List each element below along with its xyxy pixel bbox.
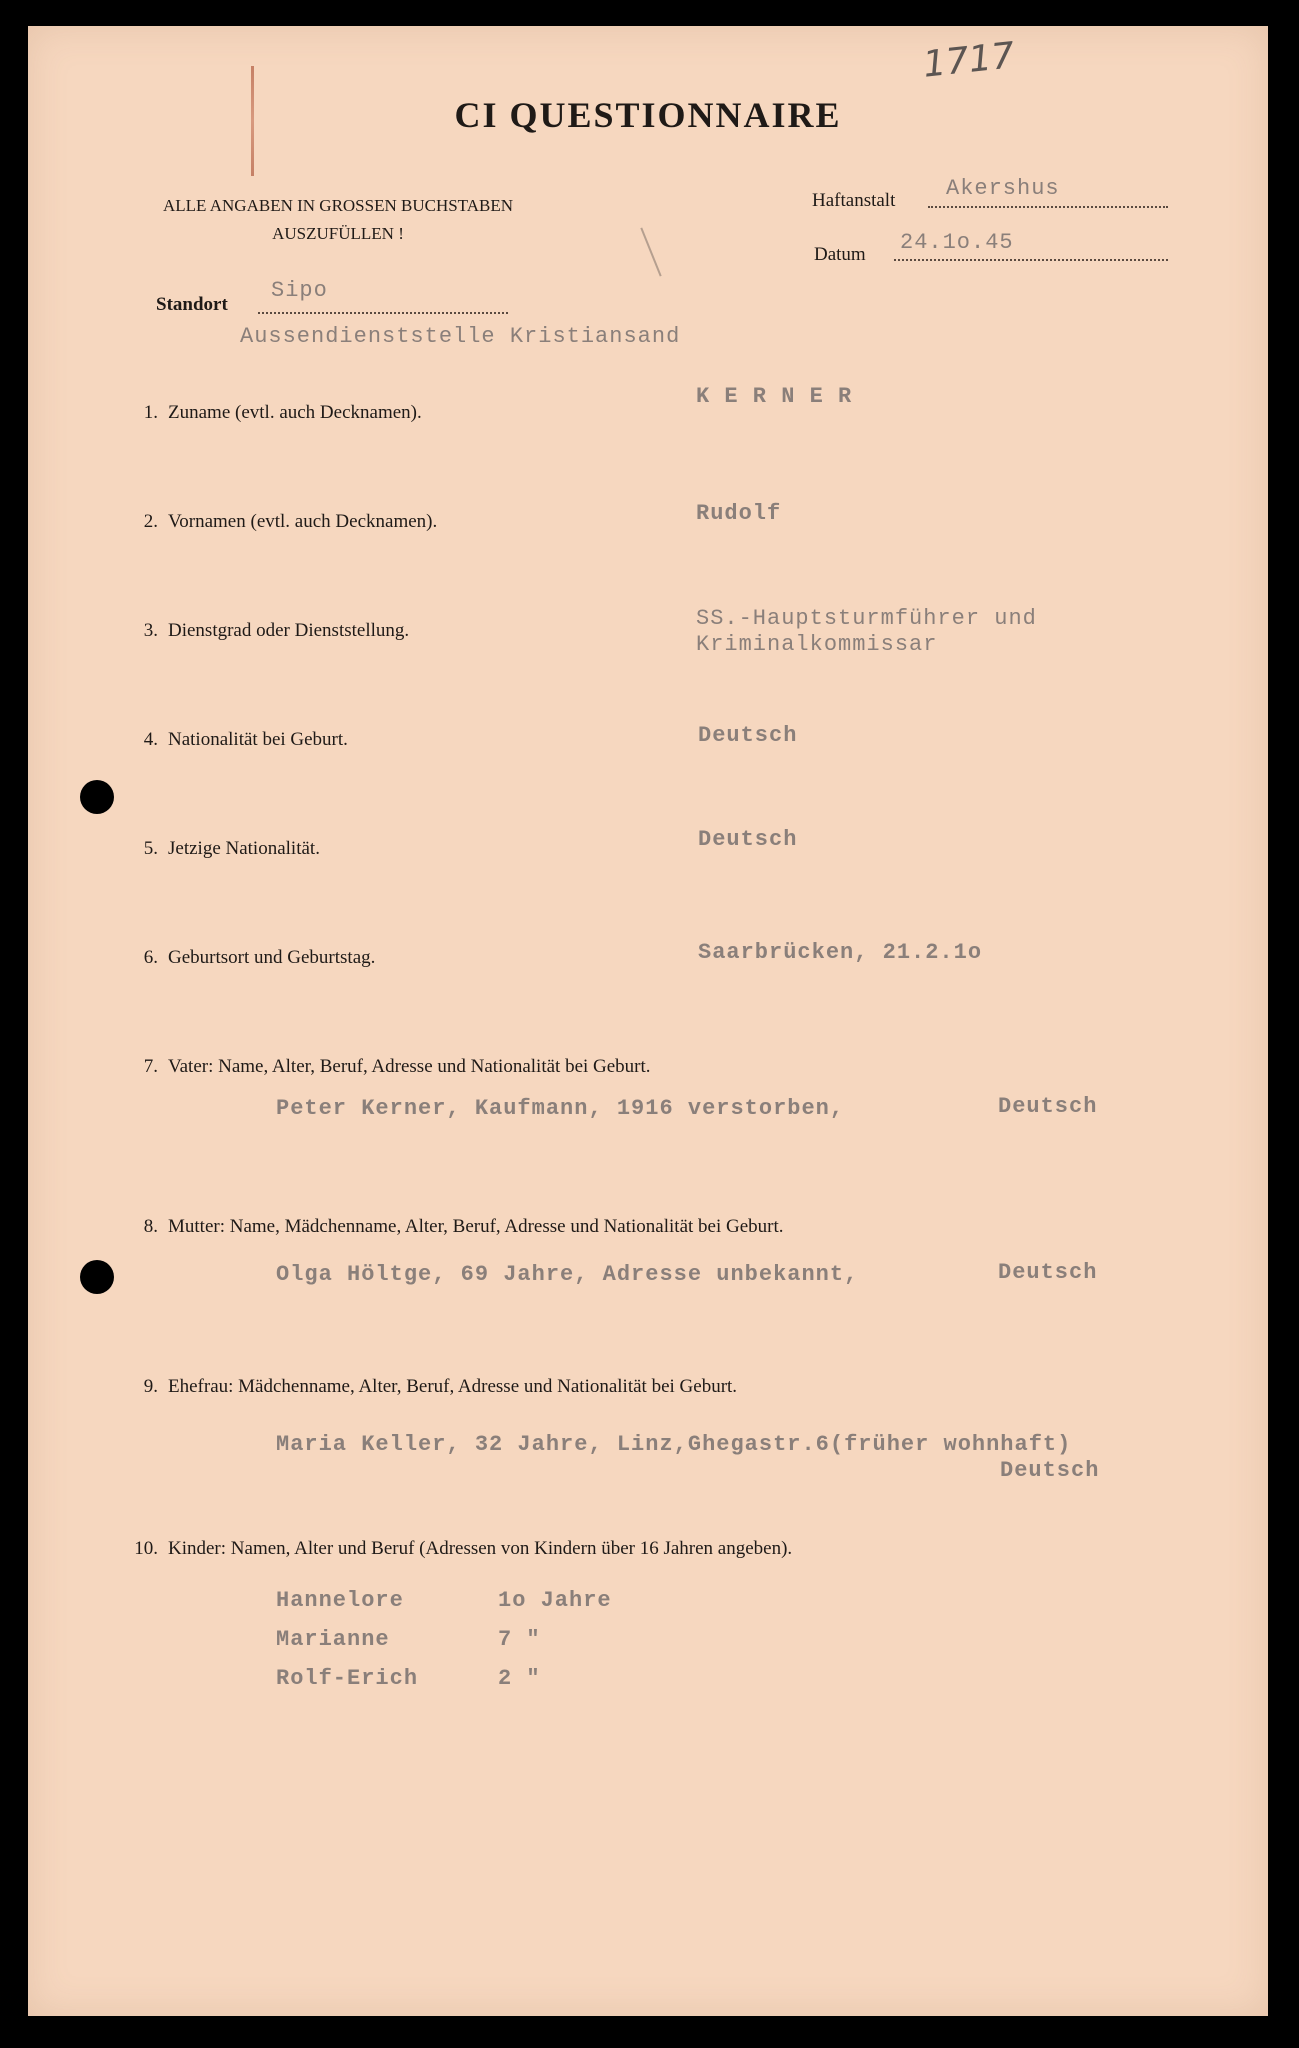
- question-number: 3.: [143, 620, 158, 641]
- question-1: [118, 402, 422, 424]
- answer-9-nationality: Deutsch: [1000, 1458, 1100, 1483]
- datum-value: 24.1o.45: [900, 230, 1014, 255]
- instruction-line-1: ALLE ANGABEN IN GROSSEN BUCHSTABEN: [163, 196, 513, 215]
- question-number: 9.: [143, 1376, 158, 1397]
- questionnaire-page: [28, 26, 1268, 2016]
- answer-7-nationality: Deutsch: [998, 1094, 1098, 1119]
- question-label: Nationalität bei Geburt.: [168, 729, 348, 750]
- answer-3-line-2: Kriminalkommissar: [696, 632, 938, 657]
- question-number: 4.: [143, 729, 158, 750]
- question-8: [118, 1216, 784, 1238]
- answer-2: Rudolf: [696, 501, 782, 526]
- question-label: Ehefrau: Mädchenname, Alter, Beruf, Adresse und Nationalität bei Geburt.: [168, 1376, 738, 1397]
- punch-hole: [80, 1260, 114, 1294]
- child-name: Hannelore: [276, 1588, 404, 1613]
- question-label: Vornamen (evtl. auch Decknamen).: [168, 511, 438, 532]
- answer-7: Peter Kerner, Kaufmann, 1916 verstorben,: [276, 1096, 845, 1121]
- child-age: 1o Jahre: [498, 1588, 612, 1613]
- child-name: Rolf-Erich: [276, 1666, 419, 1691]
- answer-9: Maria Keller, 32 Jahre, Linz,Ghegastr.6(früher wohnhaft): [276, 1432, 1072, 1457]
- question-label: Vater: Name, Alter, Beruf, Adresse und Nationalität bei Geburt.: [168, 1056, 651, 1077]
- child-age: 2 ": [498, 1666, 541, 1691]
- handwritten-number: 1717: [921, 35, 1017, 86]
- answer-4: Deutsch: [698, 723, 798, 748]
- question-label: Geburtsort und Geburtstag.: [168, 947, 376, 968]
- question-label: Zuname (evtl. auch Decknamen).: [168, 402, 422, 423]
- question-6: [118, 947, 375, 969]
- question-5: [118, 838, 320, 860]
- question-label: Kinder: Namen, Alter und Beruf (Adressen von Kindern über 16 Jahren angeben).: [168, 1538, 793, 1559]
- child-age: 7 ": [498, 1627, 541, 1652]
- answer-1: K E R N E R: [696, 384, 853, 409]
- standort-line: [258, 312, 508, 314]
- question-4: [118, 729, 348, 751]
- answer-3-line-1: SS.-Hauptsturmführer und: [696, 606, 1037, 631]
- question-label: Jetzige Nationalität.: [168, 838, 320, 859]
- datum-line: [894, 259, 1168, 261]
- question-number: 6.: [143, 947, 158, 968]
- question-number: 8.: [143, 1216, 158, 1237]
- instruction-text: [128, 192, 548, 248]
- haftanstalt-value: Akershus: [946, 176, 1060, 201]
- question-number: 2.: [143, 511, 158, 532]
- question-number: 7.: [143, 1056, 158, 1077]
- question-2: [118, 511, 437, 533]
- haftanstalt-line: [928, 206, 1168, 208]
- instruction-line-2: AUSZUFÜLLEN !: [272, 224, 404, 243]
- answer-8-nationality: Deutsch: [998, 1260, 1098, 1285]
- punch-hole: [80, 780, 114, 814]
- page-title: CI QUESTIONNAIRE: [454, 95, 842, 135]
- question-number: 10.: [134, 1538, 158, 1559]
- question-number: 1.: [143, 402, 158, 423]
- answer-6: Saarbrücken, 21.2.1o: [698, 940, 983, 965]
- pencil-stroke: [640, 228, 661, 277]
- question-number: 5.: [143, 838, 158, 859]
- question-3: [118, 620, 409, 642]
- question-label: Dienstgrad oder Dienststellung.: [168, 620, 410, 641]
- question-7: [118, 1056, 651, 1078]
- standort-label: Standort: [156, 294, 228, 315]
- question-9: [118, 1376, 737, 1398]
- answer-5: Deutsch: [698, 827, 798, 852]
- child-name: Marianne: [276, 1627, 390, 1652]
- question-10: [118, 1538, 792, 1560]
- haftanstalt-label: Haftanstalt: [812, 190, 896, 211]
- datum-label: Datum: [814, 244, 866, 265]
- standort-value-line2: Aussendienststelle Kristiansand: [240, 324, 681, 349]
- standort-value: Sipo: [271, 278, 328, 303]
- answer-8: Olga Höltge, 69 Jahre, Adresse unbekannt,: [276, 1262, 859, 1287]
- question-label: Mutter: Name, Mädchenname, Alter, Beruf, Adresse und Nationalität bei Geburt.: [168, 1216, 784, 1237]
